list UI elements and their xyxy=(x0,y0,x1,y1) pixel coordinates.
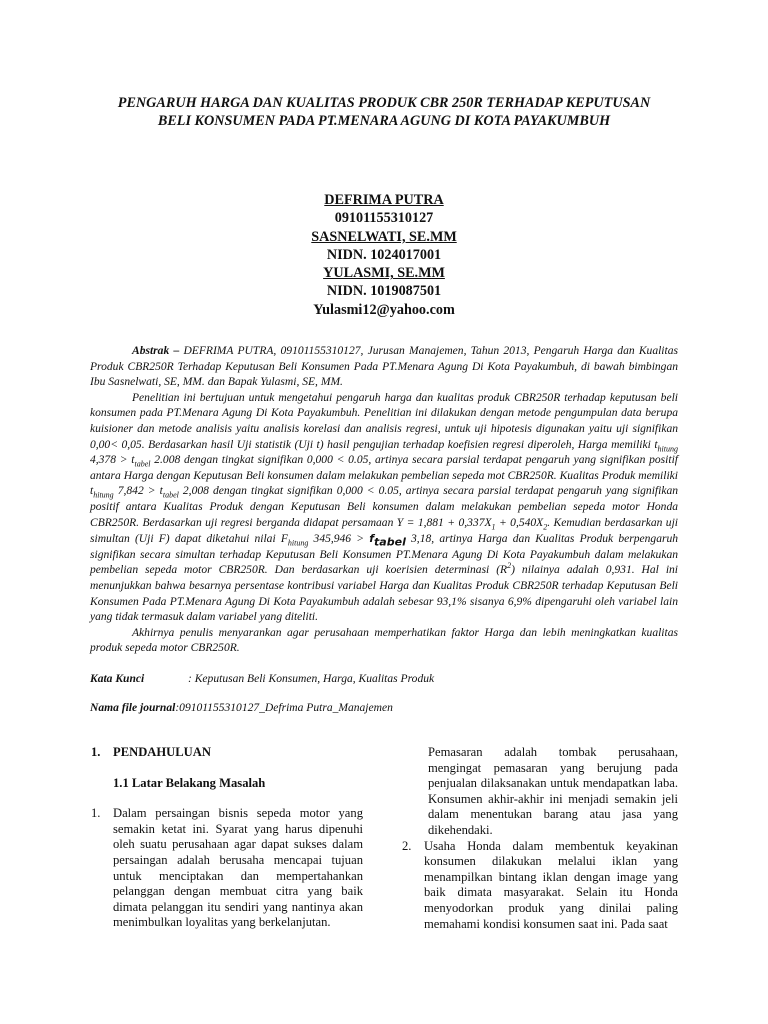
author-block xyxy=(184,191,584,319)
paper-title xyxy=(60,94,708,130)
abstract-label: Abstrak – xyxy=(132,345,180,357)
advisor-2-name: YULASMI, SE.MM xyxy=(323,265,445,282)
advisor-1-nidn: NIDN. 1024017001 xyxy=(326,246,442,263)
journal-filename xyxy=(90,702,678,714)
advisor-2-nidn: NIDN. 1019087501 xyxy=(326,283,442,300)
title-line-1: PENGARUH HARGA DAN KUALITAS PRODUK CBR 250R TERHADAP KEPUTUSAN xyxy=(117,95,651,111)
abstract-paragraph-3: Akhirnya penulis menyarankan agar perusahaan memperhatikan faktor Harga dan lebih meningkatkan kualitas produk sepeda motor CBR250R. xyxy=(90,626,678,655)
advisor-1-name: SASNELWATI, SE.MM xyxy=(311,228,457,245)
left-column xyxy=(91,745,363,931)
list-item-1: 1. Dalam persaingan bisnis sepeda motor yang semakin ketat ini. Syarat yang harus dipenuhi oleh suatu perusahaan agar dapat sukses dalam persaingan adalah berusaha mencapai tujuan untuk menciptakan dan mempertahankan pelanggan dengan membuat citra yang baik dimata pelanggan itu sendiri yang nantinya akan menimbulkan loyalitas yang berkelanjutan. xyxy=(91,806,363,930)
keywords-label: Kata Kunci xyxy=(90,673,145,685)
keywords xyxy=(90,673,678,685)
section-heading: 1. PENDAHULUAN xyxy=(91,745,211,759)
body-paragraph: Pemasaran adalah tombak perusahaan, mengingat pemasaran yang berujung pada penjualan dilaksanakan untuk mendapatkan laba. Konsumen akhir-akhir ini menjadi semakin jeli dalam menentukan barang atau jasa yang dikehendaki. xyxy=(428,745,678,837)
keywords-value: : Keputusan Beli Konsumen, Harga, Kualitas Produk xyxy=(188,673,435,685)
abstract xyxy=(90,344,678,657)
right-column xyxy=(402,745,678,932)
author-name: DEFRIMA PUTRA xyxy=(324,192,444,208)
filename-value: :09101155310127_Defrima Putra_Manajemen xyxy=(175,702,393,714)
abstract-paragraph-1: Abstrak – DEFRIMA PUTRA, 09101155310127, Jurusan Manajemen, Tahun 2013, Pengaruh Harga dan Kualitas Produk CBR250R Terhadap Keputusan Beli Konsumen Pada PT.Menara Agung Di Kota Payakumbuh, di bawah bimbingan Ibu Sasnelwati, SE, MM. dan Bapak Yulasmi, SE, MM. xyxy=(90,345,678,389)
abstract-paragraph-2: Penelitian ini bertujuan untuk mengetahui pengaruh harga dan kualitas produk CBR250R terhadap keputusan beli konsumen pada PT.Menara Agung Di Kota Payakumbuh. Penelitian ini dilakukan dengan metode pengumpulan data berupa kuisioner dan metode analisis yaitu analisis korelasi dan analisis regresi, untuk uji hipotesis digunakan yaitu uji signifikan 0,00< 0,05. Berdasarkan hasil Uji statistik (Uji t) hasil pengujian terhadap koefisien regresi diperoleh, Harga memiliki $t_{hitung}$ $4,378 > t_{tabel}$ 2.008 dengan tingkat signifikan 0,000 < 0.05, artinya secara parsial terdapat pengaruh yang signifikan positif antara Harga dengan Keputusan Beli konsumen dalam melakukan pembelian sepeda mot CBR250R. Kualitas Produk memiliki $t_{hitung}$ $7,842 > t_{tabel}$ 2,008 dengan tingkat signifikan 0,000 < 0.05, artinya secara parsial terdapat pengaruh yang signifikan positif antara Kualitas Produk dengan Keputusan Beli konsumen dalam melakukan pembelian sepeda motor Honda CBR250R. Berdasarkan uji regresi berganda didapat persamaan $Y = 1,881 + 0,337X_1 + 0,540X_2$. Kemudian berdasarkan uji simultan (Uji F) dapat diketahui nilai $F_{hitung}$ $345,946 > f_{tabel}$ 3,18, artinya Harga dan Kualitas Produk berpengaruh signifikan secara simultan terhadap Keputusan Beli Konsumen PT.Menara Agung Di Kota Payakumbuh dalam melakukan pembelian sepeda motor CBR250R. Dan berdasarkan uji koerisien determinasi $(R^2)$ nilainya adalah 0,931. Hal ini menunjukkan bahwa besarnya persentase kontribusi variabel Harga dan Kualitas Produk CBR250R terhadap Keputusan Beli Konsumen Pada PT.Menara Agung Di Kota Payakumbuh adalah sebesar 93,1% sisanya 6,9% dipengaruhi oleh variabel lain yang tidak termasuk dalam variabel yang diteliti. xyxy=(90,391,679,624)
contact-email: Yulasmi12@yahoo.com xyxy=(313,301,455,318)
title-line-2: BELI KONSUMEN PADA PT.MENARA AGUNG DI KOTA PAYAKUMBUH xyxy=(157,113,611,129)
author-id: 09101155310127 xyxy=(334,210,434,227)
subsection-heading: 1.1 Latar Belakang Masalah xyxy=(113,775,266,790)
list-item-2: 2. Usaha Honda dalam membentuk keyakinan konsumen dilakukan melalui iklan yang menampilkan bintang iklan dengan image yang baik dimata masyarakat. Selain itu Honda menyodorkan produk yang dinilai paling memahami kondisi konsumen saat ini. Pada saat xyxy=(402,838,678,931)
filename-label: Nama file journal xyxy=(90,702,176,714)
